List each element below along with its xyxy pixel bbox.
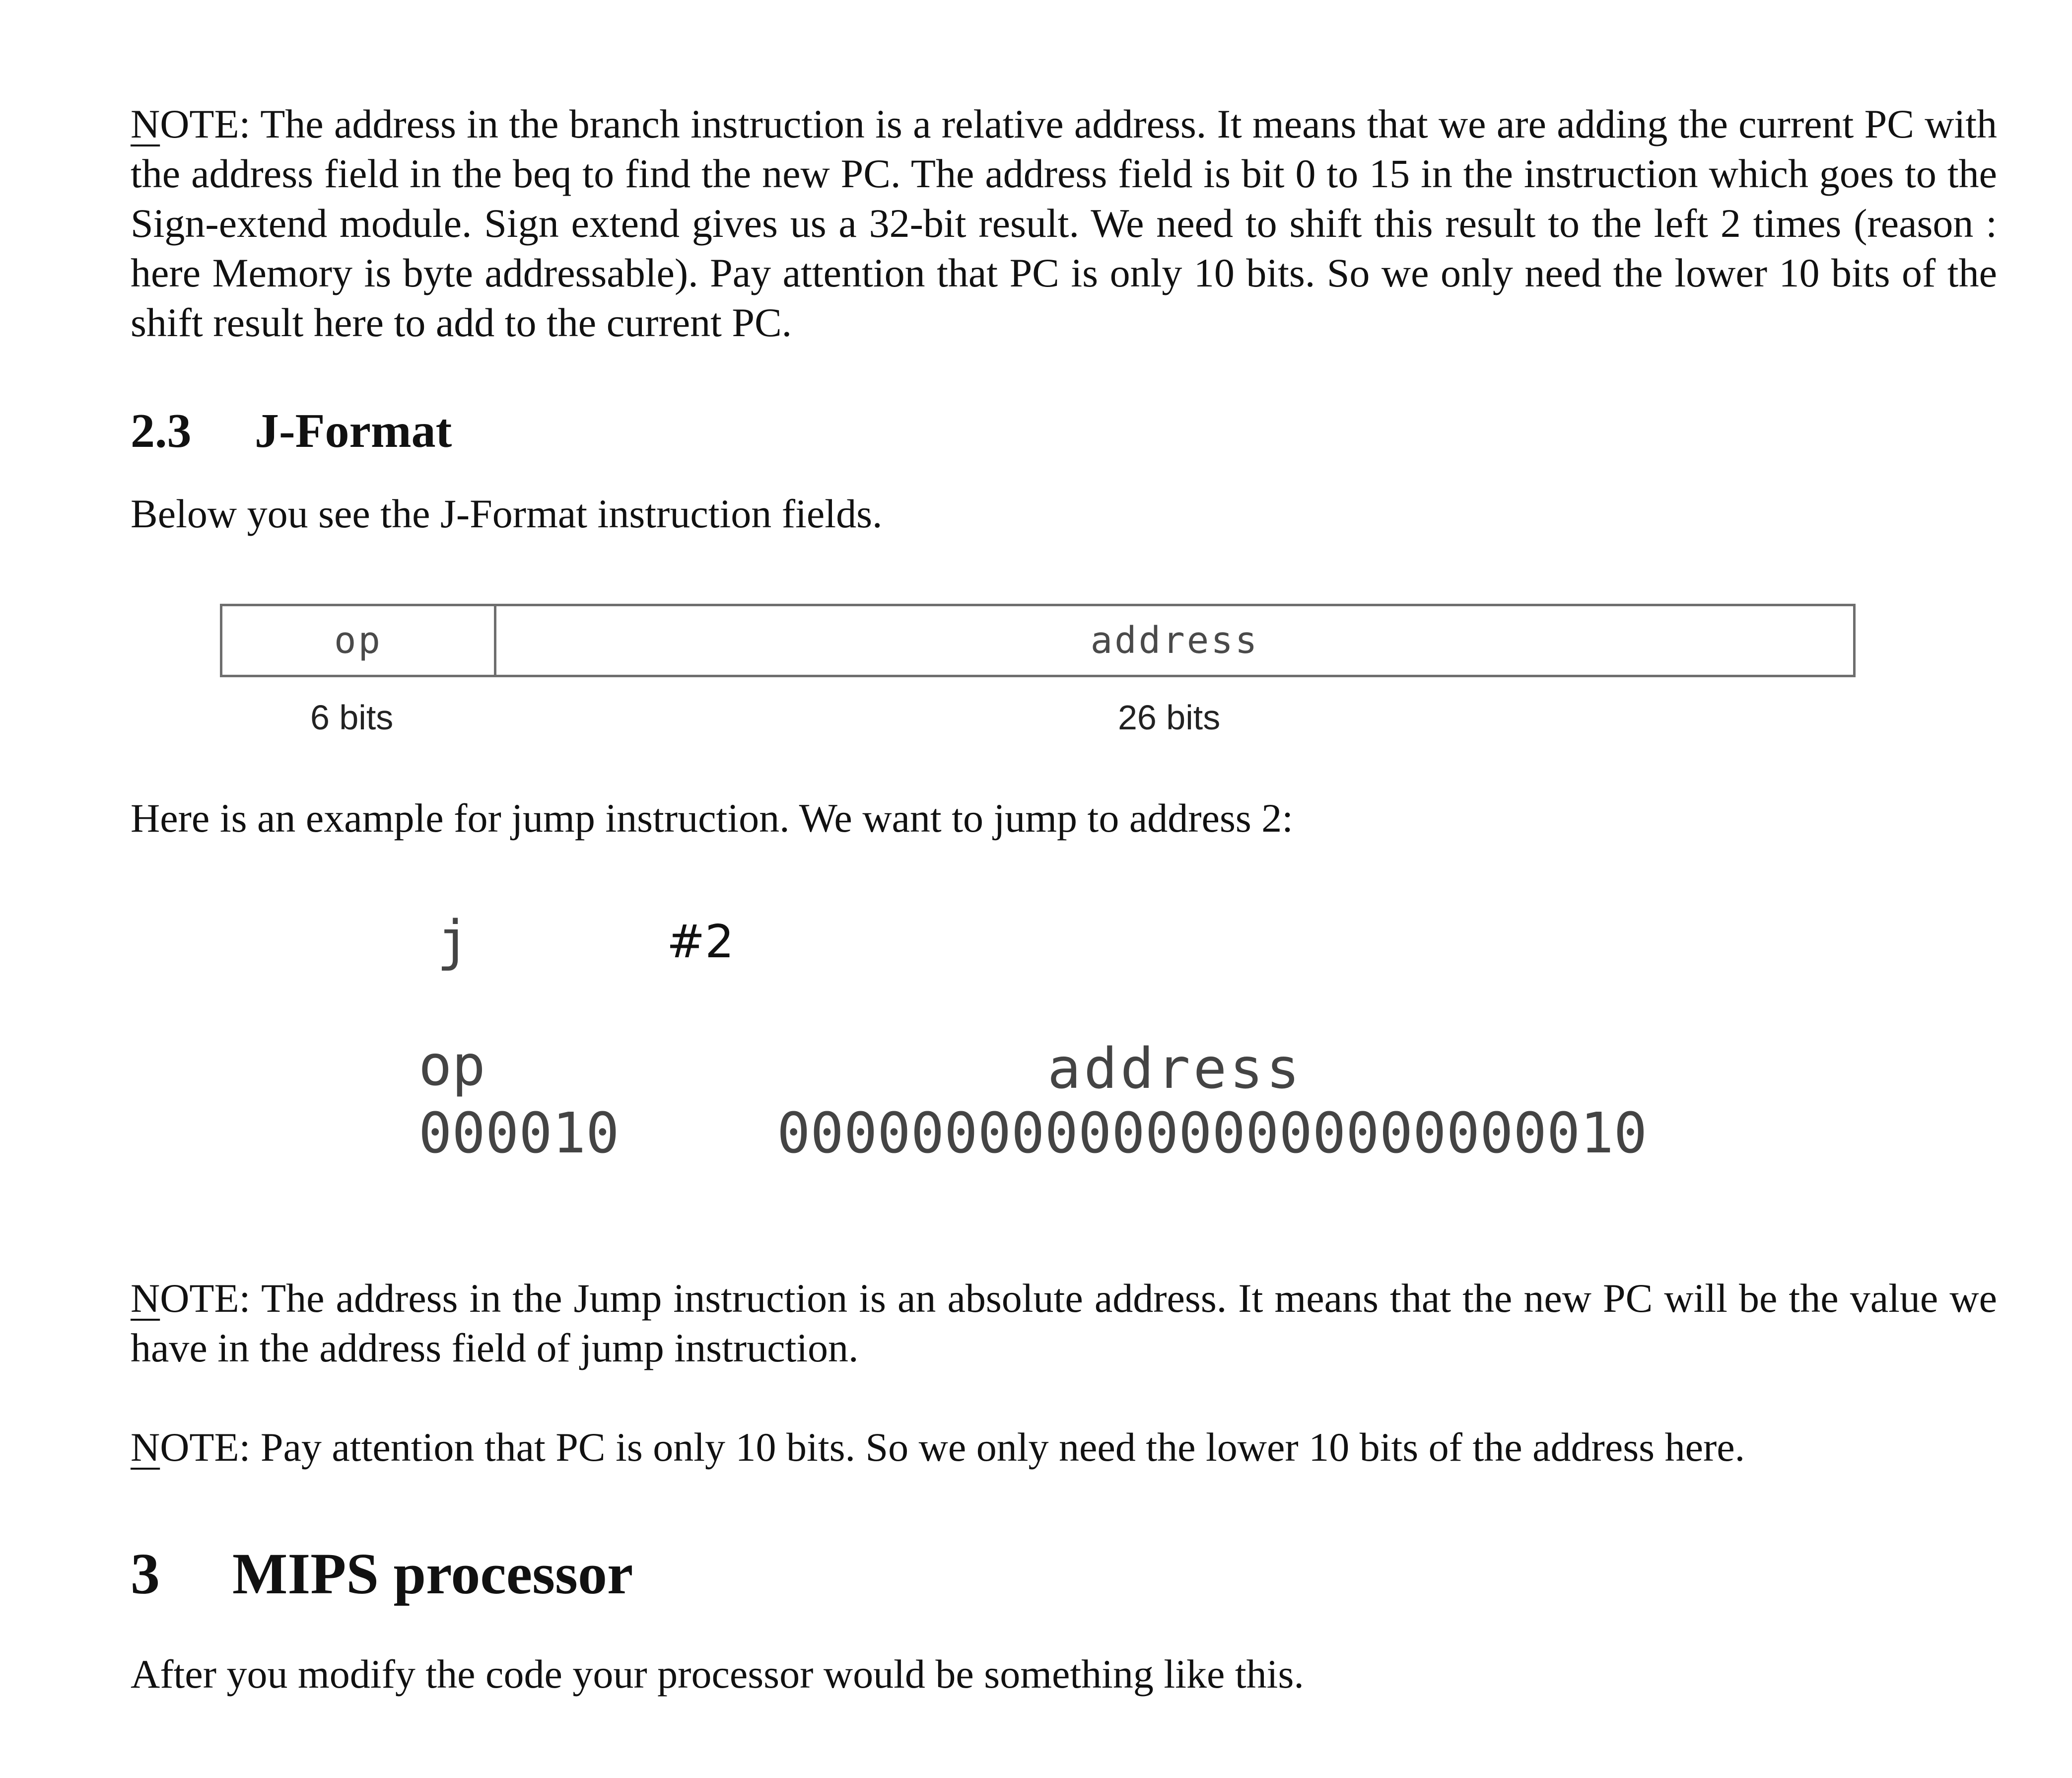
op-field [222, 606, 496, 675]
jump-mnemonic: j [437, 909, 470, 972]
address-field-label: address [1090, 619, 1259, 662]
note-branch-paragraph [131, 99, 1997, 348]
jformat-field-diagram [220, 604, 1856, 677]
note-pc-paragraph [131, 1422, 1997, 1472]
jformat-intro: Below you see the J-Format instruction fields. [131, 491, 883, 536]
section-number: 2.3 [131, 404, 192, 458]
note-marker: N [131, 101, 160, 146]
note-jump-text: OTE: The address in the Jump instruction is an absolute address. It means that the new PC will be the value we have in the address field of jump instruction. [131, 1276, 1997, 1370]
note-jump-paragraph [131, 1274, 1997, 1373]
address-bits-label: 26 bits [1118, 698, 1221, 737]
outro-paragraph: After you modify the code your processor would be something like this. [131, 1651, 1304, 1697]
section-title: J-Format [255, 404, 452, 458]
address-field [496, 606, 1853, 675]
section-title: MIPS processor [232, 1541, 633, 1606]
note-branch-text: OTE: The address in the branch instruction is a relative address. It means that we are adding the current PC with the address field in the beq to find the new PC. The address field is bit 0 to 15 in the instruction which goes to the Sign-extend module. Sign extend gives us a 32-bit result. We need to shift this result to the left 2 times (reason : here Memory is byte addressable). Pay attention that PC is only 10 bits. So we only need the lower 10 bits of the shift result here to add to the current PC. [131, 101, 1997, 345]
section-heading-3 [131, 1540, 633, 1608]
op-bits-label: 6 bits [310, 698, 394, 737]
note-pc-text: OTE: Pay attention that PC is only 10 bits. So we only need the lower 10 bits of the address here. [160, 1424, 1745, 1470]
op-field-label: op [334, 619, 383, 662]
jump-address-label: address [1047, 1037, 1303, 1101]
jump-op-value: 000010 [418, 1101, 620, 1166]
note-marker: N [131, 1276, 160, 1321]
jump-operand: #2 [667, 915, 734, 968]
section-number: 3 [131, 1541, 160, 1606]
note-marker: N [131, 1424, 160, 1470]
jump-op-label: op [418, 1034, 485, 1098]
section-heading-2-3 [131, 403, 452, 459]
jump-example-intro: Here is an example for jump instruction. We want to jump to address 2: [131, 795, 1294, 841]
jump-address-value: 00000000000000000000000010 [777, 1101, 1648, 1166]
